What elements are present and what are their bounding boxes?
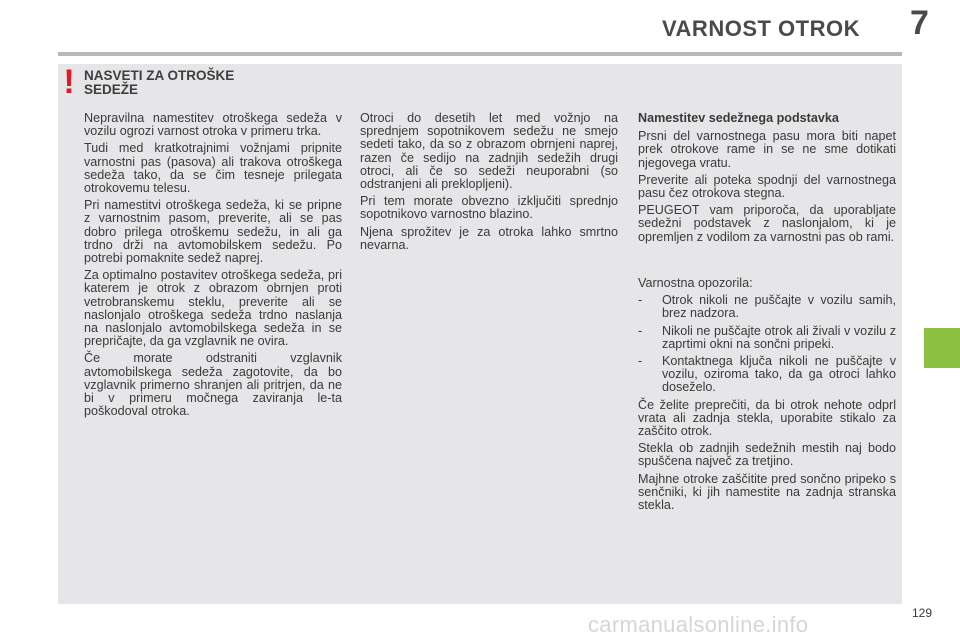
- chapter-number: 7: [910, 4, 929, 42]
- paragraph: Tudi med kratkotrajnimi vožnjami pripnite varnostni pas (pasova) ali trakova otroškega sedeža tako, da se čim tesneje prilegata otrokovemu telesu.: [84, 141, 342, 196]
- column-2: [360, 112, 618, 256]
- list-item-text: Otrok nikoli ne puščajte v vozilu samih, brez nadzora.: [662, 293, 896, 321]
- paragraph: PEUGEOT vam priporoča, da uporabljate sedežni podstavek z naslonjalom, ki je opremljen z vodilom za varnostni pas ob rami.: [638, 203, 896, 244]
- chapter-side-tab: [924, 328, 960, 368]
- bullet-dash: -: [638, 323, 643, 338]
- page-number: 129: [912, 606, 933, 620]
- paragraph: Majhne otroke zaščitite pred sončno pripeko s senčniki, ki jih namestite na zadnja stranska stekla.: [638, 471, 896, 513]
- paragraph: Če morate odstraniti vzglavnik avtomobilskega sedeža zagotovite, da bo vzglavnik primerno shranjen ali pritrjen, da ne bi v primeru močnega zaviranja le-ta poškodoval otroka.: [84, 351, 342, 419]
- list-item-text: Nikoli ne puščajte otrok ali živali v vozilu z zaprtimi okni na sončni pripeki.: [662, 323, 896, 351]
- paragraph: Za optimalno postavitev otroškega sedeža, pri katerem je otrok z obrazom obrnjen proti vetrobranskemu steklu, preverite ali se naslonjalo otroškega sedeža trdno naslanja na naslonjalo avtomobilskega sedeža in se prepričajte, da ga vzglavnik ne ovira.: [84, 268, 342, 349]
- bullet-dash: -: [638, 354, 643, 369]
- header-divider: [58, 52, 902, 56]
- watermark: carmanualsonline.info: [588, 612, 809, 637]
- paragraph: Njena sprožitev je za otroka lahko smrtno nevarna.: [360, 224, 618, 252]
- section-title: [84, 69, 304, 97]
- advice-list: [638, 294, 896, 394]
- chapter-title: VARNOST OTROK: [662, 16, 860, 41]
- column-3: [638, 112, 896, 248]
- section-title-line2: SEDEŽE: [84, 82, 139, 97]
- paragraph: Pri namestitvi otroškega sedeža, ki se pripne z varnostnim pasom, preverite, ali se pas dobro prilega otroškemu sedežu, in ali ga trdno drži na avtomobilskem sedežu. Po potrebi pomaknite sedež naprej.: [84, 198, 342, 266]
- subheading: Namestitev sedežnega podstavka: [638, 111, 839, 125]
- list-item: [638, 355, 896, 395]
- paragraph: Prsni del varnostnega pasu mora biti napet prek otrokove rame in se ne sme dotikati njegovega vratu.: [638, 129, 896, 170]
- bullet-dash: -: [638, 293, 643, 308]
- paragraph: Pri tem morate obvezno izključiti sprednjo sopotnikovo varnostno blazino.: [360, 194, 618, 222]
- list-item-text: Kontaktnega ključa nikoli ne puščajte v vozilu, oziroma tako, da ga otroci lahko doseželo.: [662, 354, 896, 395]
- paragraph: Če želite preprečiti, da bi otrok nehote odprl vrata ali zadnja stekla, uporabite stikalo za zaščito otrok.: [638, 397, 896, 439]
- paragraph: Stekla ob zadnjih sedežnih mestih naj bodo spuščena največ za tretjino.: [638, 441, 896, 469]
- section-title-line1: NASVETI ZA OTROŠKE: [84, 68, 235, 83]
- advice-title: Varnostna opozorila:: [638, 276, 753, 290]
- column-1: [84, 112, 342, 422]
- paragraph: Preverite ali poteka spodnji del varnostnega pasu čez otrokova stegna.: [638, 172, 896, 201]
- paragraph: Otroci do desetih let med vožnjo na sprednjem sopotnikovem sedežu ne smejo sedeti tako, da so z obrazom obrnjeni naprej, razen če sedijo na zadnjih sedežih drugi otroci, ali če so sedeži neuporabni (so odstranjeni ali preklopljeni).: [360, 111, 618, 192]
- paragraph: Nepravilna namestitev otroškega sedeža v vozilu ogrozi varnost otroka v primeru trka.: [84, 111, 342, 139]
- warning-icon: !: [63, 63, 75, 101]
- list-item: [638, 294, 896, 320]
- list-item: [638, 325, 896, 351]
- column-3-advice: [638, 277, 896, 516]
